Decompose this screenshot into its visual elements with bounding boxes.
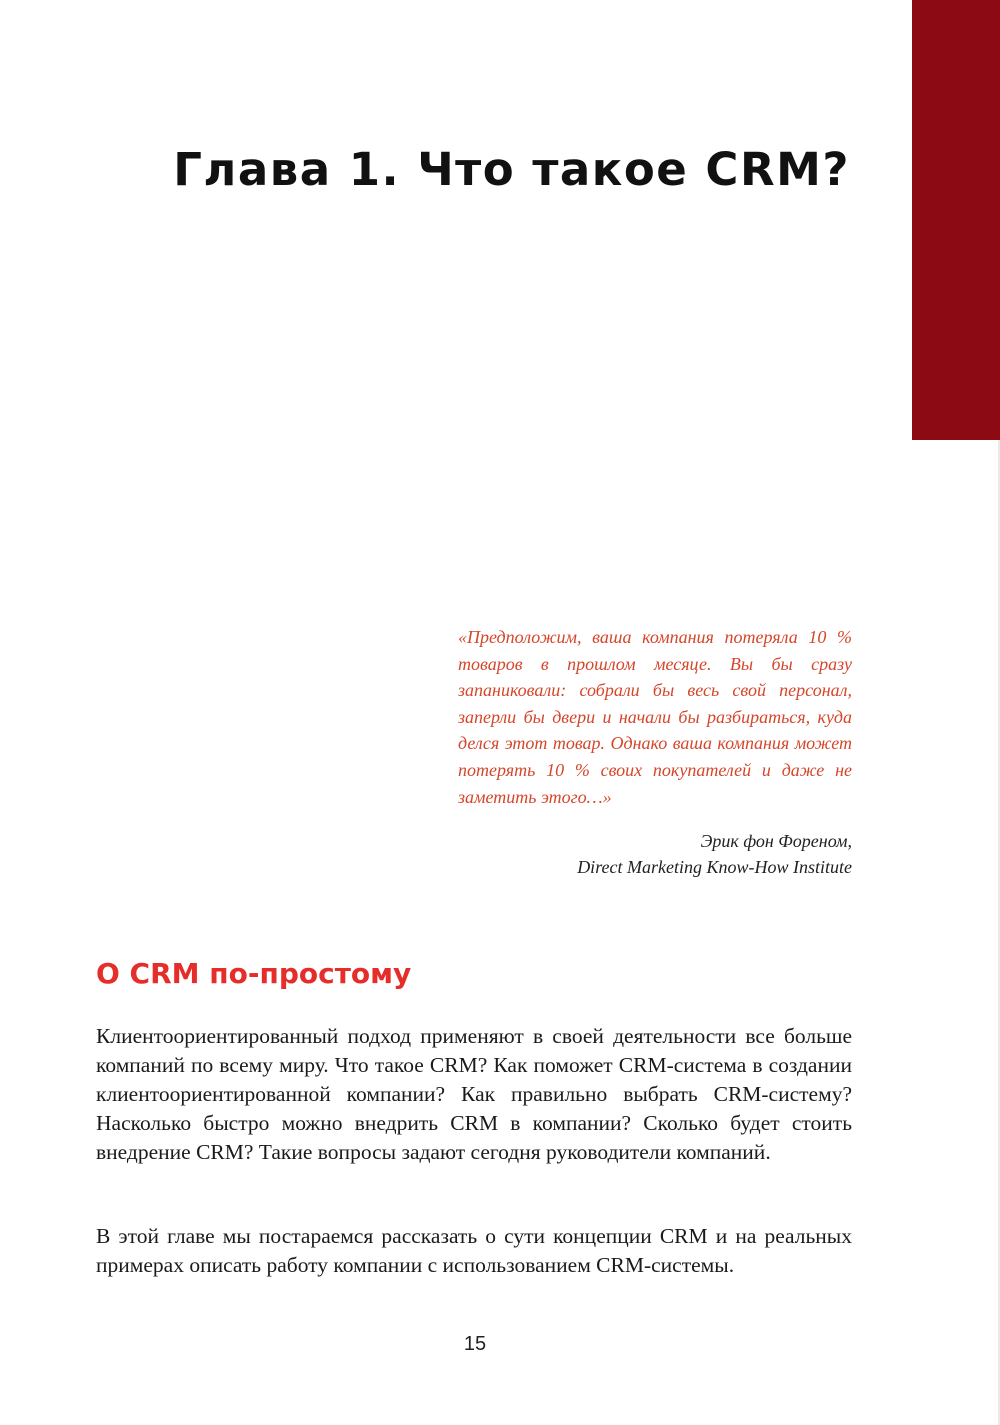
section-title: О CRM по-простому (96, 957, 412, 990)
chapter-title: Глава 1. Что такое CRM? (173, 143, 850, 196)
epigraph-quote: «Предположим, ваша компания потеряла 10 % товаров в прошлом месяце. Вы бы сразу запаниковали: собрали бы весь свой персонал, заперли бы двери и начали бы разбираться, куда делся этот товар. Однако ваша компания может потерять 10 % своих покупателей и даже не заметить этого…» (458, 627, 852, 807)
epigraph-attribution (458, 828, 852, 880)
body-paragraph: Клиентоориентированный подход применяют в своей деятельности все больше компаний по всему миру. Что такое CRM? Как поможет CRM-система в создании клиентоориентированной компании? Как правильно выбрать CRM-систему? Насколько быстро можно внедрить CRM в компании? Сколько будет стоить внедрение CRM? Такие вопросы задают сегодня руководители компаний. (96, 1024, 852, 1164)
body-paragraph: В этой главе мы постараемся рассказать о сути концепции CRM и на реальных примерах описать работу компании с использованием CRM-системы. (96, 1224, 852, 1277)
page-number: 15 (463, 1333, 487, 1355)
epigraph-author: Эрик фон Фоpеном, (700, 831, 852, 851)
chapter-color-tab (912, 0, 1000, 440)
epigraph-source: Direct Marketing Know-How Institute (577, 857, 852, 877)
